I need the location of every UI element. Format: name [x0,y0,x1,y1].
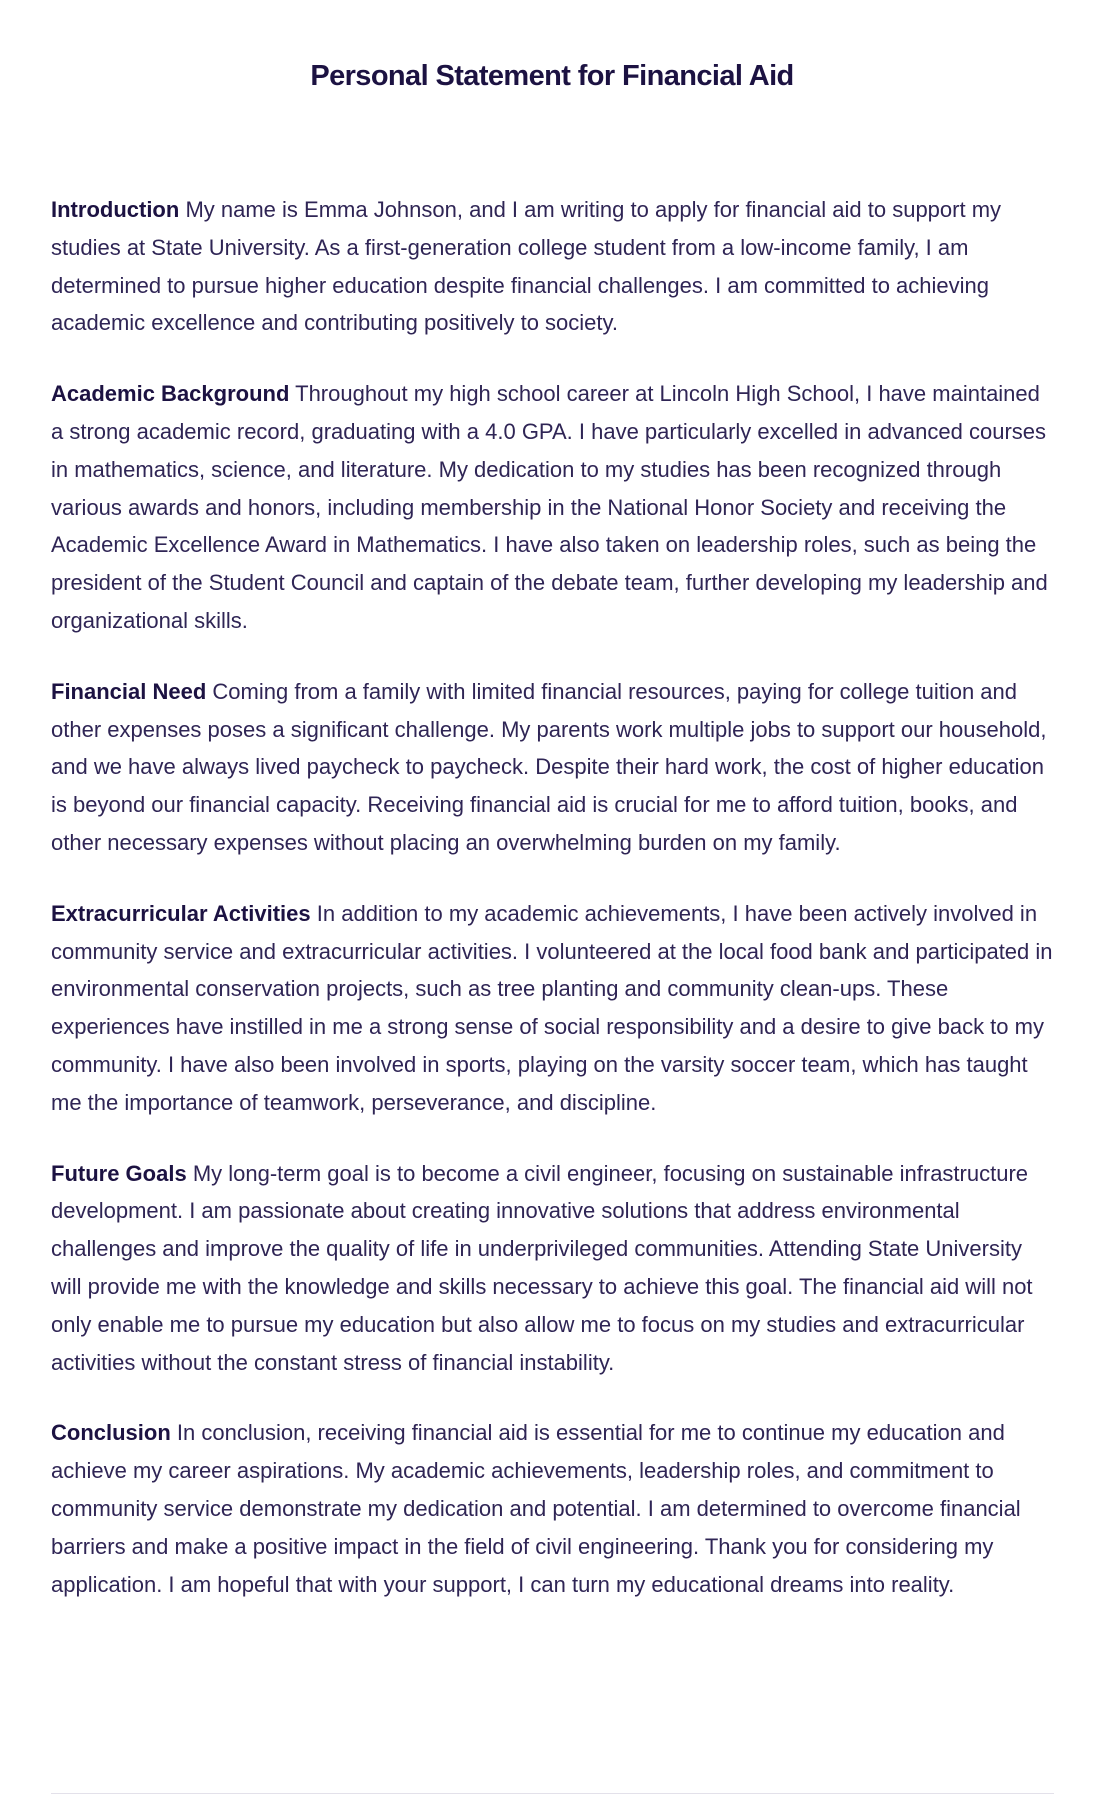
section-text: My long-term goal is to become a civil engineer, focusing on sustainable infrastructure development. I am passionate about creating innovative solutions that address environmental challenges and improve the quality of life in underprivileged communities. Attending State University will provide me with the knowledge and skills necessary to achieve this goal. The financial aid will not only enable me to pursue my education but also allow me to focus on my studies and extracurricular activities without the constant stress of financial instability. [51,1160,1033,1375]
section-heading: Financial Need [51,678,207,704]
section-extracurricular-activities [51,895,1056,1122]
section-heading: Introduction [51,197,180,222]
section-text: My name is Emma Johnson, and I am writing to apply for financial aid to support my studies at State University. As a first-generation college student from a low-income family, I am determined to pursue higher education despite financial challenges. I am committed to achieving academic excellence and contributing positively to society. [51,197,1002,336]
section-academic-background [51,375,1056,640]
section-text: In addition to my academic achievements, I have been actively involved in community service and extracurricular activities. I volunteered at the local food bank and participated in environmental conservation projects, such as tree planting and community clean-ups. These experiences have instilled in me a strong sense of social responsibility and a desire to give back to my community. I have also been involved in sports, playing on the varsity soccer team, which has taught me the importance of teamwork, perseverance, and discipline. [51,900,1053,1115]
section-text: Throughout my high school career at Lincoln High School, I have maintained a strong academic record, graduating with a 4.0 GPA. I have particularly excelled in advanced courses in mathematics, science, and literature. My dedication to my studies has been recognized through various awards and honors, including membership in the National Honor Society and receiving the Academic Excellence Award in Mathematics. I have also taken on leadership roles, such as being the president of the Student Council and captain of the debate team, further developing my leadership and organizational skills. [51,381,1048,633]
document-body [51,191,1056,1636]
section-heading: Academic Background [51,381,290,407]
section-text: Coming from a family with limited financial resources, paying for college tuition and other expenses poses a significant challenge. My parents work multiple jobs to support our household, and we have always lived paycheck to paycheck. Despite their hard work, the cost of higher education is beyond our financial capacity. Receiving financial aid is crucial for me to afford tuition, books, and other necessary expenses without placing an overwhelming burden on my family. [51,678,1047,855]
section-text: In conclusion, receiving financial aid is essential for me to continue my education and achieve my career aspirations. My academic achievements, leadership roles, and commitment to community service demonstrate my dedication and potential. I am determined to overcome financial barriers and make a positive impact in the field of civil engineering. Thank you for considering my application. I am hopeful that with your support, I can turn my educational dreams into reality. [51,1420,1021,1597]
document-title: Personal Statement for Financial Aid [310,60,794,92]
section-introduction [51,191,1056,342]
section-future-goals [51,1155,1056,1382]
section-heading: Extracurricular Activities [51,900,311,926]
section-conclusion [51,1414,1056,1603]
section-financial-need [51,673,1056,862]
section-heading: Conclusion [51,1420,171,1446]
section-heading: Future Goals [51,1160,187,1186]
footer-divider [51,1793,1054,1794]
